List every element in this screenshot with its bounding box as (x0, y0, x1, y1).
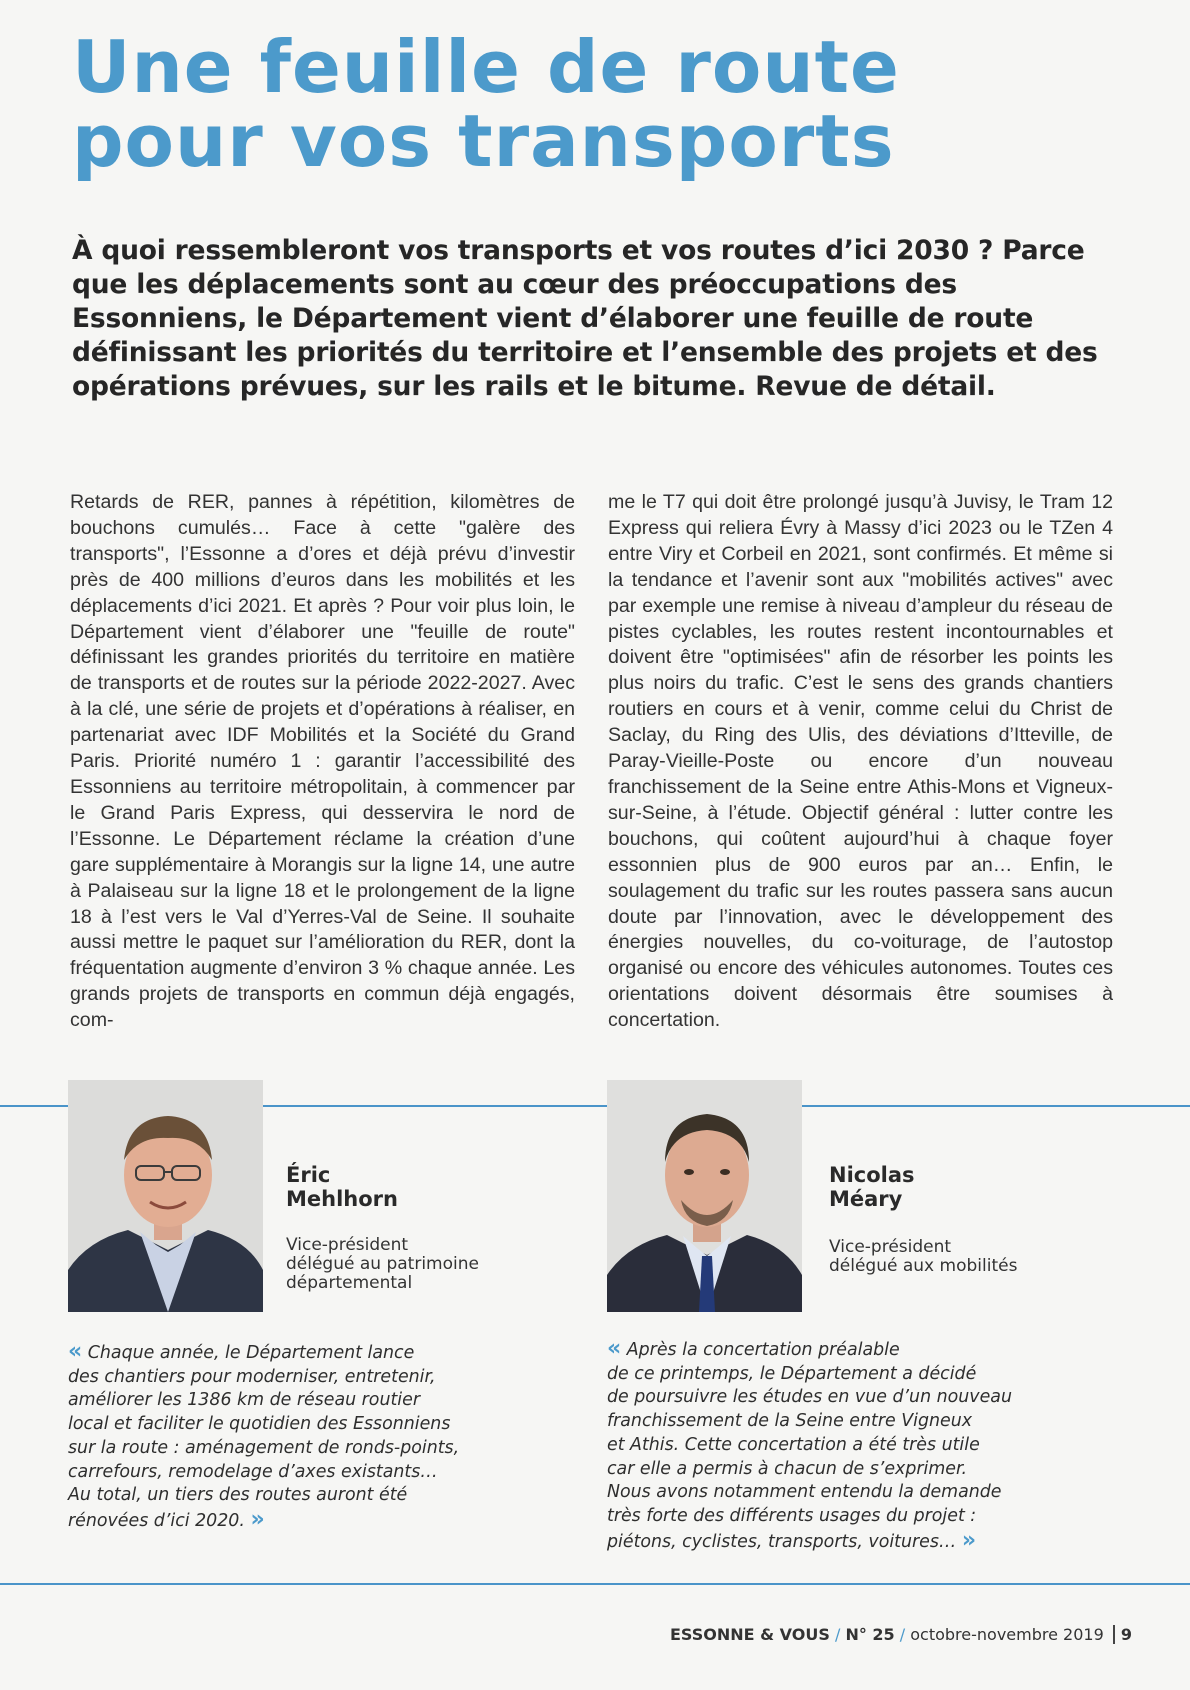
person-last-name: Mehlhorn (286, 1187, 398, 1211)
quote-line: franchissement de la Seine entre Vigneux (607, 1411, 973, 1432)
quote-line (68, 1508, 548, 1534)
quote-line: de ce printemps, le Département a décidé (607, 1363, 977, 1384)
quote-line: de poursuivre les études en vue d’un nouveau (607, 1387, 1012, 1408)
quote-line (607, 1529, 1107, 1555)
footer-divider (0, 1583, 1190, 1585)
quote-open-mark: « (68, 1339, 83, 1364)
portrait-photo-eric-mehlhorn (68, 1080, 263, 1312)
quote-line (68, 1340, 548, 1366)
quote-text: piétons, cyclistes, transports, voitures… (607, 1531, 957, 1552)
person-first-name: Éric (286, 1163, 331, 1187)
quote-line: sur la route : aménagement de ronds-points, (68, 1437, 460, 1458)
role-line: Vice-président (829, 1237, 952, 1257)
quote-close-mark: » (250, 1506, 265, 1532)
person-name (829, 1163, 915, 1211)
page-footer (670, 1625, 1132, 1644)
body-column-right: me le T7 qui doit être prolongé jusqu’à Juvisy, le Tram 12 Express qui reliera Évry à Massy d’ici 2023 ou le TZen 4 entre Viry et Corbeil en 2021, sont confirmés. Et même si la tendance et l’avenir sont aux "mobilités actives" avec par exemple une remise à niveau d’ampleur du réseau de pistes cyclables, les routes restent incontournables et doivent être "optimisées" afin de résorber les points les plus noirs du trafic. C’est le sens des grands chantiers routiers en cours et à venir, comme celui du Christ de Saclay, du Ring des Ulis, des déviations d’Itteville, de Paray-Vieille-Poste ou encore d’un nouveau franchissement de la Seine entre Athis-Mons et Vigneux-sur-Seine, à l’étude. Objectif général : lutter contre les bouchons, qui coûtent aujourd’hui à chaque foyer essonnien plus de 900 euros par an… Enfin, le soulagement du trafic sur les routes passera sans aucun doute par l’innovation, avec le développement des énergies nouvelles, du co-voiturage, de l’autostop organisé ou encore des véhicules autonomes. Toutes ces orientations doivent désormais être soumises à concertation. (608, 491, 1113, 1032)
role-line: délégué au patrimoine (286, 1254, 479, 1274)
portrait-illustration (68, 1080, 263, 1312)
issue-number: N° 25 (845, 1625, 895, 1644)
title-line: pour vos transports (72, 99, 895, 183)
lead-paragraph: À quoi ressembleront vos transports et vos routes d’ici 2030 ? Parce que les déplacements sont au cœur des préoccupations des Essonniens, le Département vient d’élaborer une feuille de route définissant les priorités du territoire et l’ensemble des projets et des opérations prévues, sur les rails et le bitume. Revue de détail. (72, 235, 1098, 402)
body-column-left: Retards de RER, pannes à répétition, kilomètres de bouchons cumulés… Face à cette "galère des transports", l’Essonne a d’ores et déjà prévu d’investir près de 400 millions d’euros dans les mobilités et les déplacements d’ici 2021. Et après ? Pour voir plus loin, le Département vient d’élaborer une "feuille de route" définissant les grandes priorités du territoire en matière de transports et de routes sur la période 2022-2027. Avec à la clé, une série de projets et d’opérations à réaliser, en partenariat avec IDF Mobilités et la Société du Grand Paris. Priorité numéro 1 : garantir l’accessibilité des Essonniens au territoire métropolitain, à commencer par le Grand Paris Express, qui desservira le nord de l’Essonne. Le Département réclame la création d’une gare supplémentaire à Morangis sur la ligne 14, une autre à Palaiseau sur la ligne 18 et le prolongement de la ligne 18 à l’est vers le Val d’Yerres-Val de Seine. Il souhaite aussi mettre le paquet sur l’amélioration du RER, dont la fréquentation augmente d’environ 3 % chaque année. Les grands projets de transports en commun déjà engagés, com- (70, 491, 575, 1032)
role-line: Vice-président (286, 1235, 409, 1255)
quote-line: Au total, un tiers des routes auront été (68, 1485, 408, 1506)
quote-text: Chaque année, le Département lance (87, 1343, 415, 1363)
portrait-illustration (607, 1080, 802, 1312)
magazine-name: ESSONNE & VOUS (669, 1625, 830, 1644)
footer-separator: / (834, 1625, 841, 1644)
quote-line: local et faciliter le quotidien des Essonniens (68, 1414, 451, 1435)
quote-text: Après la concertation préalable (626, 1340, 900, 1360)
title-line: Une feuille de route (72, 25, 900, 109)
person-name (286, 1163, 398, 1211)
page-number: 9 (1113, 1625, 1132, 1644)
person-last-name: Méary (829, 1187, 903, 1211)
person-first-name: Nicolas (829, 1163, 915, 1187)
footer-separator: / (899, 1625, 906, 1644)
quote-line: carrefours, remodelage d’axes existants… (68, 1461, 438, 1482)
person-role (286, 1236, 479, 1293)
issue-date: octobre-novembre 2019 (910, 1625, 1104, 1644)
role-line: délégué aux mobilités (829, 1256, 1018, 1276)
quote-text: rénovées d’ici 2020. (68, 1510, 245, 1531)
quote-line: Nous avons notamment entendu la demande (607, 1482, 1002, 1503)
quote-open-mark: « (607, 1336, 622, 1361)
quote-line: des chantiers pour moderniser, entretenir, (68, 1366, 436, 1387)
quote-close-mark: » (961, 1527, 977, 1553)
person-role (829, 1238, 1017, 1276)
quote-line: et Athis. Cette concertation a été très utile (607, 1434, 980, 1455)
quote-eric-mehlhorn (68, 1340, 548, 1534)
quote-line (607, 1337, 1107, 1363)
role-line: départemental (286, 1273, 413, 1293)
quote-nicolas-meary (607, 1337, 1107, 1554)
quote-line: améliorer les 1386 km de réseau routier (68, 1390, 420, 1411)
page-title (72, 25, 1122, 183)
portrait-photo-nicolas-meary (607, 1080, 802, 1312)
quote-line: car elle a permis à chacun de s’exprimer. (607, 1458, 968, 1479)
quote-line: très forte des différents usages du projet : (607, 1505, 977, 1526)
